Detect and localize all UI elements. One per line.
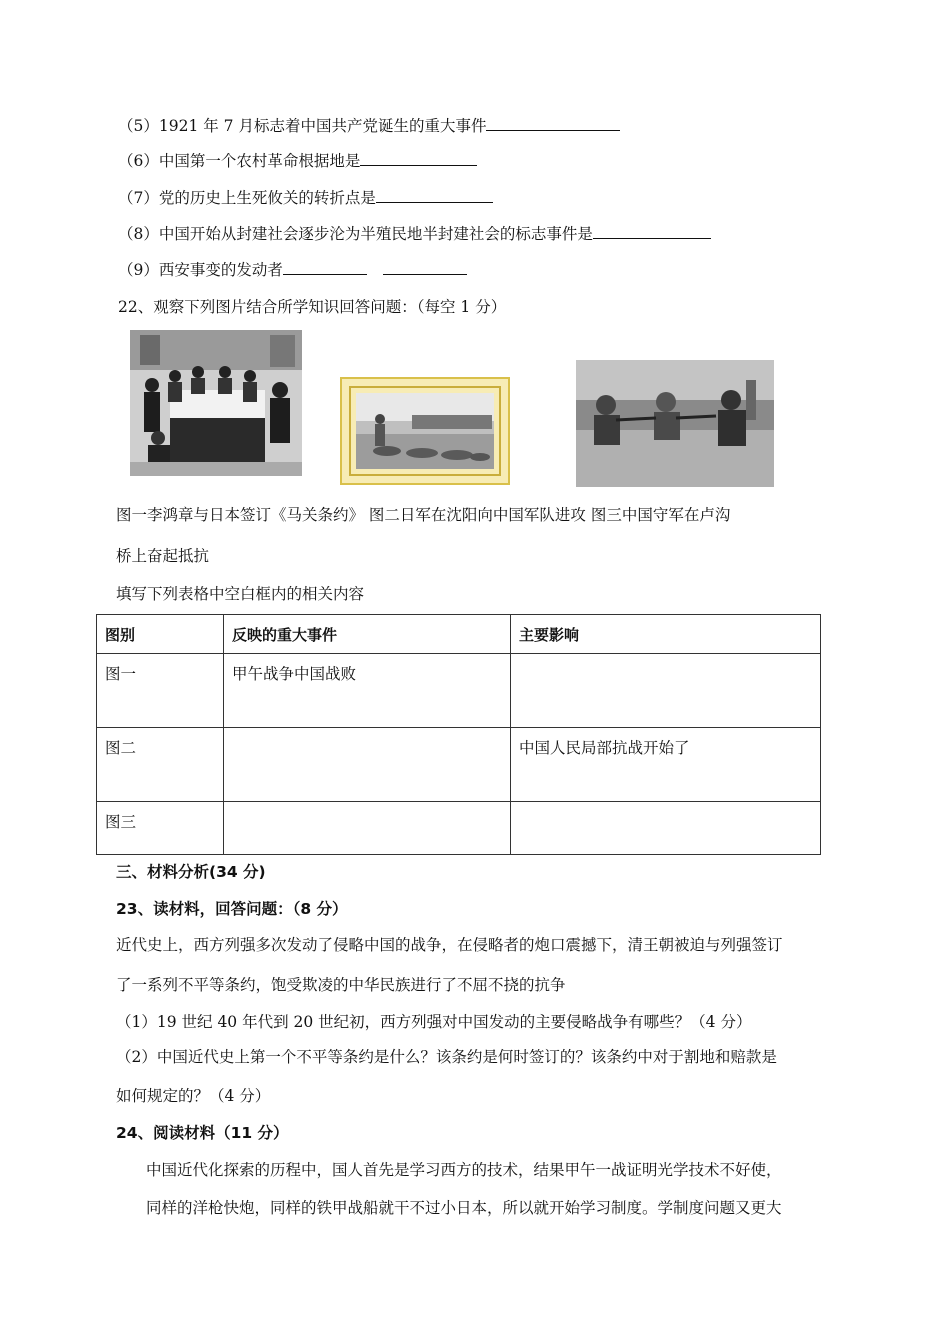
table-cell <box>511 802 821 855</box>
answer-blank <box>593 224 711 239</box>
table-cell <box>224 802 511 855</box>
question-23-sub-2-line-1: （2）中国近代史上第一个不平等条约是什么？该条约是何时签订的？该条约中对于割地和赔款是 <box>116 1048 777 1066</box>
photo-treaty-signing <box>130 330 302 476</box>
table-instruction: 填写下列表格中空白框内的相关内容 <box>116 585 365 603</box>
question-text: （6）中国第一个农村革命根据地是 <box>118 152 361 170</box>
answer-blank <box>360 151 477 166</box>
question-23-material-2: 了一系列不平等条约，饱受欺凌的中华民族进行了不屈不挠的抗争 <box>116 976 566 994</box>
question-text: （5）1921 年 7 月标志着中国共产党诞生的重大事件 <box>118 117 487 135</box>
table-cell: 图一 <box>97 654 224 728</box>
question-23-sub-1: （1）19 世纪 40 年代到 20 世纪初，西方列强对中国发动的主要侵略战争有哪些？（4 分） <box>116 1013 752 1031</box>
question-text: （7）党的历史上生死攸关的转折点是 <box>118 189 376 207</box>
question-23-sub-2-line-2: 如何规定的？（4 分） <box>116 1087 271 1105</box>
question-24-material-2: 同样的洋枪快炮，同样的铁甲战船就干不过小日本，所以就开始学习制度。学制度问题又更大 <box>146 1199 782 1217</box>
question-24-title: 24、阅读材料（11 分） <box>116 1124 289 1142</box>
question-23-material-1: 近代史上，西方列强多次发动了侵略中国的战争，在侵略者的炮口震撼下，清王朝被迫与列强签订 <box>116 936 783 954</box>
question-21-5 <box>118 116 620 136</box>
photo-lugou-bridge <box>576 360 774 487</box>
table-cell: 中国人民局部抗战开始了 <box>511 728 821 802</box>
section-heading: 三、材料分析(34 分) <box>116 863 266 881</box>
question-22-title: 22、观察下列图片结合所学知识回答问题：（每空 1 分） <box>118 298 507 316</box>
column-header: 图别 <box>97 615 224 654</box>
photo-captions-line-2: 桥上奋起抵抗 <box>116 547 210 565</box>
question-21-6 <box>118 151 477 171</box>
column-header: 反映的重大事件 <box>224 615 511 654</box>
table-row <box>97 802 821 855</box>
table-row <box>97 654 821 728</box>
question-text: （8）中国开始从封建社会逐步沦为半殖民地半封建社会的标志事件是 <box>118 225 593 243</box>
answer-blank-1 <box>283 260 367 275</box>
table-cell <box>511 654 821 728</box>
question-23-title: 23、读材料，回答问题：（8 分） <box>116 900 348 918</box>
question-21-8 <box>118 224 711 244</box>
question-text: （9）西安事变的发动者 <box>118 261 283 279</box>
answer-blank <box>376 188 493 203</box>
photo-captions-line-1: 图一李鸿章与日本签订《马关条约》 图二日军在沈阳向中国军队进攻 图三中国守军在卢沟 <box>116 506 731 524</box>
table-cell: 图二 <box>97 728 224 802</box>
question-21-7 <box>118 188 493 208</box>
answer-blank <box>486 116 620 131</box>
table-header-row <box>97 615 821 654</box>
question-24-material-1: 中国近代化探索的历程中，国人首先是学习西方的技术，结果甲午一战证明光学技术不好使， <box>146 1161 782 1179</box>
question-21-9 <box>118 260 467 280</box>
table-cell: 图三 <box>97 802 224 855</box>
answer-blank-2 <box>383 260 467 275</box>
table-cell <box>224 728 511 802</box>
events-table <box>96 614 821 855</box>
column-header: 主要影响 <box>511 615 821 654</box>
table-row <box>97 728 821 802</box>
photo-shenyang-attack <box>340 377 510 485</box>
table-cell: 甲午战争中国战败 <box>224 654 511 728</box>
